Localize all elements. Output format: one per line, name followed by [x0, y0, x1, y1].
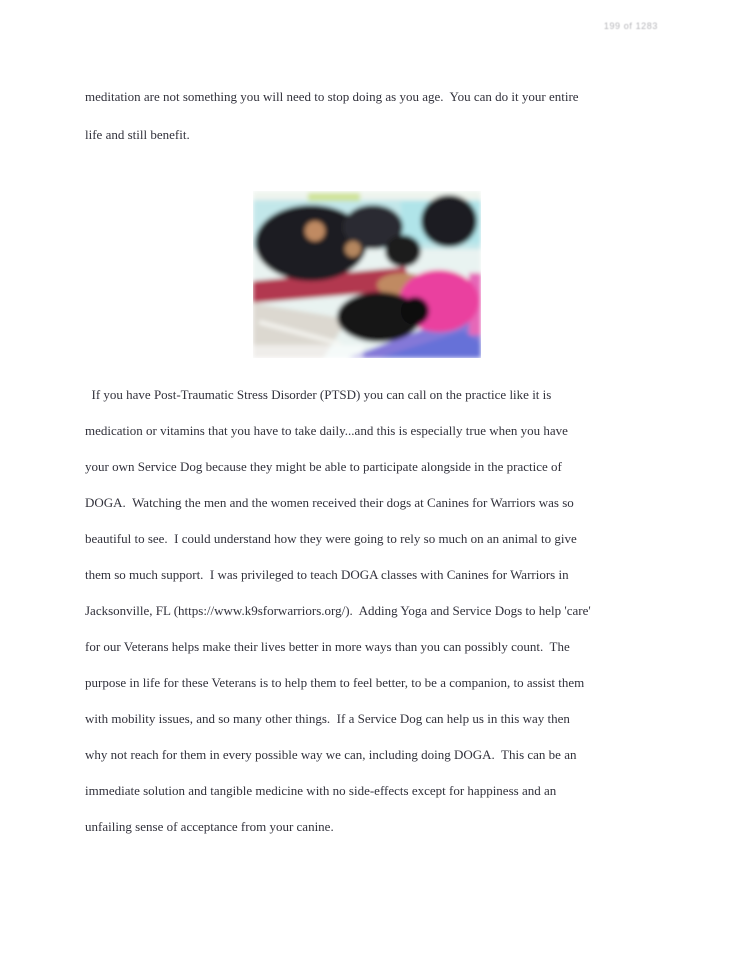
doga-class-photo — [253, 191, 481, 358]
page-position-indicator: 199 of 1283 — [603, 21, 658, 31]
text-line: unfailing sense of acceptance from your canine. — [85, 819, 334, 834]
text-line: meditation are not something you will need to stop doing as you age. You can do it your entire — [85, 89, 579, 104]
text-line: with mobility issues, and so many other things. If a Service Dog can help us in this way then — [85, 711, 570, 726]
text-line: them so much support. I was privileged to teach DOGA classes with Canines for Warriors in — [85, 567, 569, 582]
text-line: your own Service Dog because they might be able to participate alongside in the practice of — [85, 459, 562, 474]
paragraph-2 — [85, 386, 660, 854]
text-line: why not reach for them in every possible way we can, including doing DOGA. This can be an — [85, 747, 577, 762]
doga-class-photo-illustration — [253, 191, 481, 358]
text-line: immediate solution and tangible medicine with no side-effects except for happiness and an — [85, 783, 557, 798]
photo-bottom-fade — [253, 345, 363, 358]
person-shape — [421, 195, 477, 247]
text-line: purpose in life for these Veterans is to help them to feel better, to be a companion, to assist them — [85, 675, 585, 690]
text-line: DOGA. Watching the men and the women received their dogs at Canines for Warriors was so — [85, 495, 574, 510]
face-shape — [345, 241, 361, 257]
face-shape — [305, 221, 325, 241]
text-line: beautiful to see. I could understand how they were going to rely so much on an animal to give — [85, 531, 577, 546]
dog-head-shape — [401, 297, 429, 325]
text-line: life and still benefit. — [85, 127, 190, 142]
paragraph-1 — [85, 88, 660, 164]
text-line: medication or vitamins that you have to take daily...and this is especially true when you have — [85, 423, 568, 438]
text-line: Jacksonville, FL (https://www.k9sforwarriors.org/). Adding Yoga and Service Dogs to help 'care' — [85, 603, 591, 618]
text-line: If you have Post-Traumatic Stress Disorder (PTSD) you can call on the practice like it is — [85, 387, 552, 402]
hair-shape — [385, 235, 421, 267]
wall-green-streak — [308, 193, 360, 201]
text-line: for our Veterans helps make their lives better in more ways than you can possibly count. The — [85, 639, 570, 654]
